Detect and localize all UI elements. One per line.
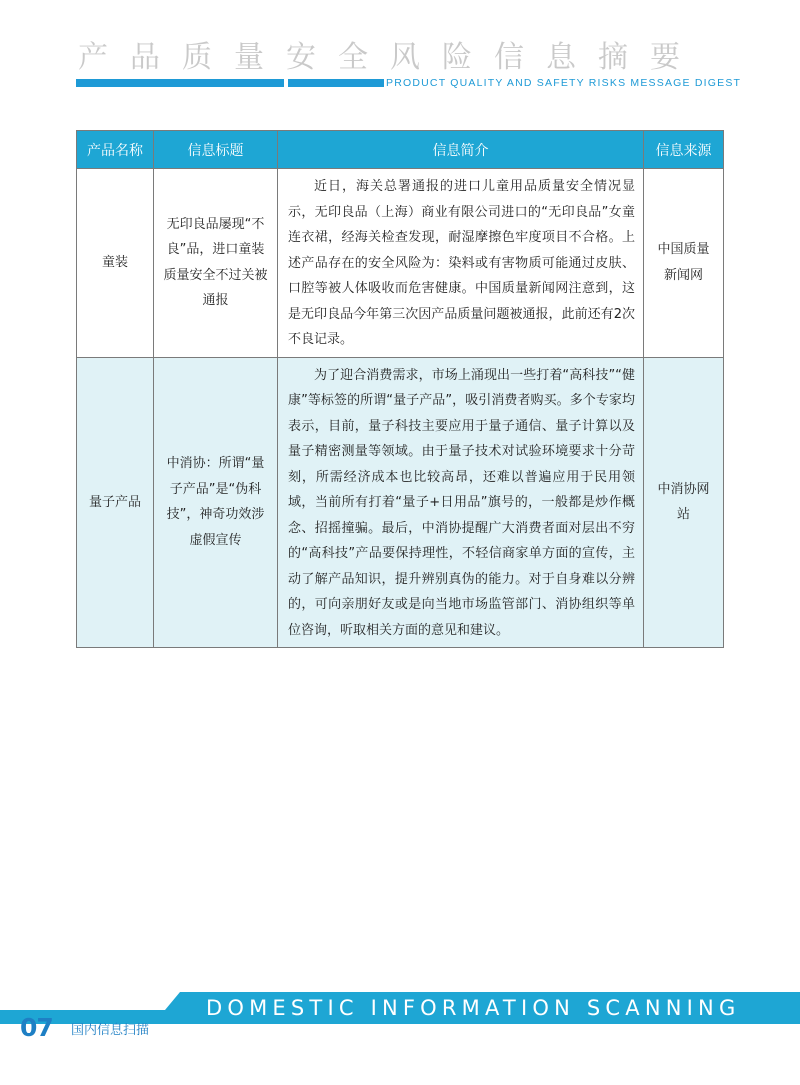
page-header-title: 产品质量安全风险信息摘要 — [78, 40, 702, 75]
table-row — [77, 169, 724, 358]
info-summary-cell: 近日，海关总署通报的进口儿童用品质量安全情况显示，无印良品（上海）商业有限公司进口的“无印良品”女童连衣裙，经海关检查发现，耐湿摩擦色牢度项目不合格。上述产品存在的安全风险为：染料或有害物质可能通过皮肤、口腔等被人体吸收而危害健康。中国质量新闻网注意到，这是无印良品今年第三次因产品质量问题被通报，此前还有2次不良记录。 — [278, 169, 644, 358]
column-header-product: 产品名称 — [77, 131, 154, 169]
column-header-source: 信息来源 — [644, 131, 724, 169]
info-summary-cell: 为了迎合消费需求，市场上涌现出一些打着“高科技”“健康”等标签的所谓“量子产品”，吸引消费者购买。多个专家均表示，目前，量子科技主要应用于量子通信、量子计算以及量子精密测量等领域。由于量子技术对试验环境要求十分苛刻，所需经济成本也比较高昂，还难以普遍应用于民用领域，当前所有打着“量子+日用品”旗号的，一般都是炒作概念、招摇撞骗。最后，中消协提醒广大消费者面对层出不穷的“高科技”产品要保持理性，不轻信商家单方面的宣传，主动了解产品知识，提升辨别真伪的能力。对于自身难以分辨的，可向亲朋好友或是向当地市场监管部门、消协组织等单位咨询，听取相关方面的意见和建议。 — [278, 357, 644, 648]
info-source-cell: 中国质量新闻网 — [644, 169, 724, 358]
footer-section-label: 国内信息扫描 — [71, 1023, 150, 1038]
column-header-title: 信息标题 — [154, 131, 278, 169]
info-source-cell: 中消协网站 — [644, 357, 724, 648]
risk-info-table — [76, 130, 724, 648]
product-name-cell: 量子产品 — [77, 357, 154, 648]
page-header-subtitle: PRODUCT QUALITY AND SAFETY RISKS MESSAGE DIGEST — [386, 77, 742, 89]
column-header-summary: 信息简介 — [278, 131, 644, 169]
header-rule-right — [288, 79, 384, 87]
product-name-cell: 童装 — [77, 169, 154, 358]
page-number: 07 — [20, 1013, 53, 1042]
footer-banner-text: DOMESTIC INFORMATION SCANNING — [206, 996, 741, 1020]
info-title-cell: 无印良品屡现“不良”品，进口童装质量安全不过关被通报 — [154, 169, 278, 358]
table-row — [77, 357, 724, 648]
info-title-cell: 中消协：所谓“量子产品”是“伪科技”，神奇功效涉虚假宣传 — [154, 357, 278, 648]
table-header-row — [77, 131, 724, 169]
header-rule-left — [76, 79, 284, 87]
